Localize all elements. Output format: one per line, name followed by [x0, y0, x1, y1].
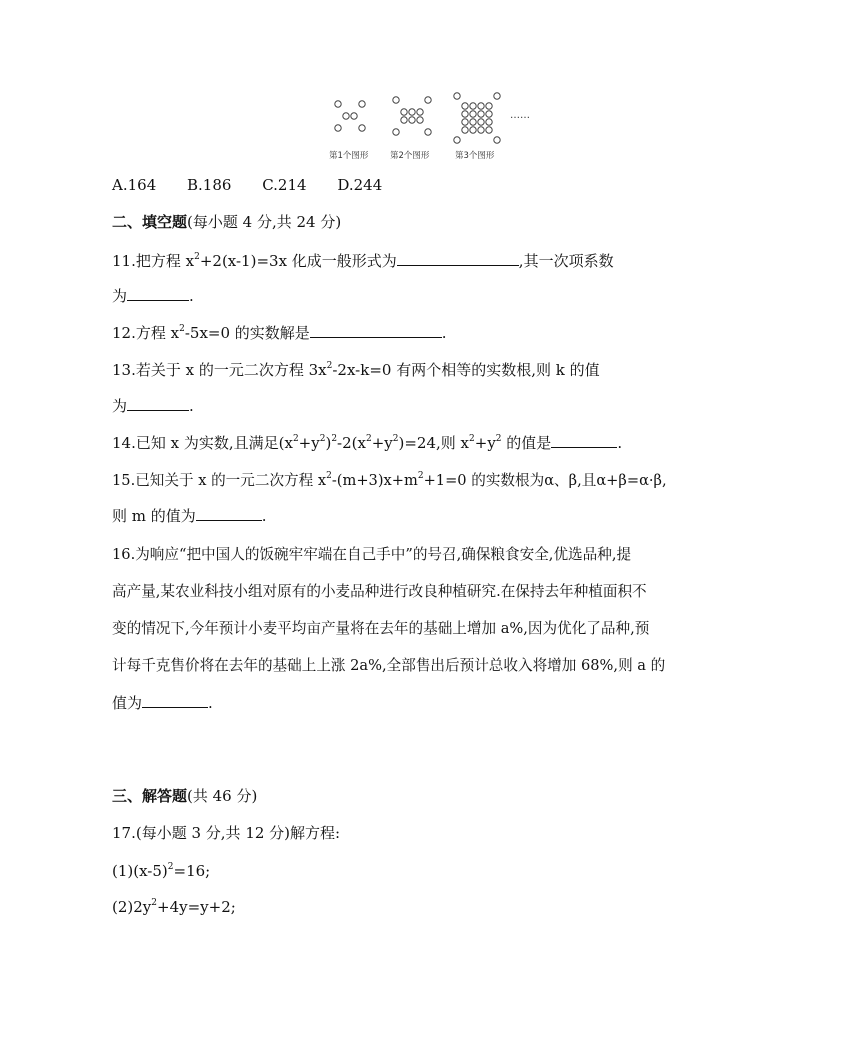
q14-text: 14.已知 x 为实数,且满足(x	[112, 434, 293, 452]
q16-text: 值为	[112, 694, 143, 712]
q16-text: .	[208, 694, 213, 712]
section-3-note: (共 46 分)	[187, 787, 258, 805]
question-17-part-2	[112, 897, 236, 917]
answer-blank[interactable]	[397, 251, 519, 266]
q13-text-b: -2x-k=0 有两个相等的实数根,则 k 的值	[332, 361, 600, 379]
q13-text-a: 13.若关于 x 的一元二次方程 3x	[112, 361, 327, 379]
pattern-1	[335, 101, 365, 131]
question-16-line-2: 高产量,某农业科技小组对原有的小麦品种进行改良种植研究.在保持去年种植面积不	[112, 583, 647, 600]
section-2-heading	[112, 212, 341, 232]
sup: 2	[392, 434, 399, 444]
sup: 2	[194, 252, 200, 262]
q14-text: -2(x	[337, 434, 366, 452]
q14-text: +y	[298, 434, 320, 452]
answer-blank[interactable]	[551, 433, 617, 448]
q15-text: +1=0 的实数根为α、β,且α+β=α·β,	[423, 472, 667, 489]
section-3-title: 三、解答题	[112, 787, 188, 805]
q17-text: =16;	[173, 862, 211, 880]
pattern-3	[454, 93, 500, 143]
q11-text-d: 为	[112, 287, 128, 305]
answer-blank[interactable]	[127, 396, 189, 411]
question-11-cont	[112, 286, 194, 306]
pattern-2	[393, 97, 431, 135]
option-b: B.186	[187, 176, 232, 194]
question-16-line-1: 16.为响应“把中国人的饭碗牢牢端在自己手中”的号召,确保粮食安全,优选品种,提	[112, 546, 632, 563]
sup: 2	[417, 471, 424, 482]
answer-options	[112, 175, 408, 195]
question-13-cont	[112, 396, 194, 416]
q15-text: 则 m 的值为	[112, 507, 196, 525]
q14-text: .	[617, 434, 623, 452]
question-13	[112, 360, 600, 380]
figure-label-3: 第3个图形	[455, 151, 495, 161]
sup: 2	[151, 898, 157, 908]
q17-text: (2)2y	[112, 898, 152, 916]
q13-text-c: 为	[112, 397, 128, 415]
figure-ellipsis: ……	[510, 110, 530, 121]
q14-text: +y	[371, 434, 393, 452]
question-11	[112, 251, 614, 271]
answer-blank[interactable]	[196, 506, 262, 521]
option-a: A.164	[112, 176, 157, 194]
sup: 2	[326, 361, 333, 371]
q14-text: 的值是	[501, 434, 552, 452]
pattern-figure	[320, 88, 550, 168]
q14-text: )	[325, 434, 332, 452]
answer-blank[interactable]	[142, 693, 208, 708]
q12-text-a: 12.方程 x	[112, 324, 180, 342]
sup: 2	[331, 434, 338, 444]
q11-text-e: .	[189, 287, 194, 305]
figure-label-2: 第2个图形	[390, 151, 430, 161]
q13-text-d: .	[189, 397, 194, 415]
sup: 2	[326, 471, 332, 482]
answer-blank[interactable]	[127, 286, 189, 301]
option-d: D.244	[337, 176, 383, 194]
question-16-line-3: 变的情况下,今年预计小麦平均亩产量将在去年的基础上增加 a%,因为优化了品种,预	[112, 620, 650, 637]
figure-label-1: 第1个图形	[329, 151, 369, 161]
q14-text: +y	[474, 434, 496, 452]
q15-text: 15.已知关于 x 的一元二次方程 x	[112, 472, 327, 489]
q15-text: -(m+3)x+m	[331, 472, 418, 489]
q14-text: )=24,则 x	[398, 434, 470, 452]
q11-text-c: ,其一次项系数	[518, 252, 614, 270]
section-2-title: 二、填空题	[112, 213, 188, 231]
q11-text-a: 11.把方程 x	[112, 252, 195, 270]
question-14	[112, 433, 622, 453]
sup: 2	[365, 434, 372, 444]
q11-text-b: +2(x-1)=3x 化成一般形式为	[199, 252, 397, 270]
sup: 2	[319, 434, 326, 444]
option-c: C.214	[262, 176, 307, 194]
sup: 2	[167, 862, 174, 872]
question-15-cont	[112, 506, 267, 526]
section-3-heading	[112, 786, 257, 806]
sup: 2	[495, 434, 502, 444]
question-17-head: 17.(每小题 3 分,共 12 分)解方程:	[112, 824, 341, 842]
question-15	[112, 471, 667, 491]
answer-blank[interactable]	[310, 323, 442, 338]
sup: 2	[179, 324, 185, 334]
sup: 2	[292, 434, 299, 444]
section-2-note: (每小题 4 分,共 24 分)	[187, 213, 342, 231]
q12-text-b: -5x=0 的实数解是	[184, 324, 310, 342]
q12-text-c: .	[441, 324, 447, 342]
question-17-part-1	[112, 861, 210, 881]
question-16-line-5	[112, 693, 213, 713]
sup: 2	[469, 434, 475, 444]
q15-text: .	[261, 507, 267, 525]
q17-text: (1)(x-5)	[112, 862, 168, 880]
q17-text: +4y=y+2;	[157, 898, 236, 916]
question-12	[112, 323, 447, 343]
question-16-line-4: 计每千克售价将在去年的基础上上涨 2a%,全部售出后预计总收入将增加 68%,则 a 的	[112, 657, 666, 674]
